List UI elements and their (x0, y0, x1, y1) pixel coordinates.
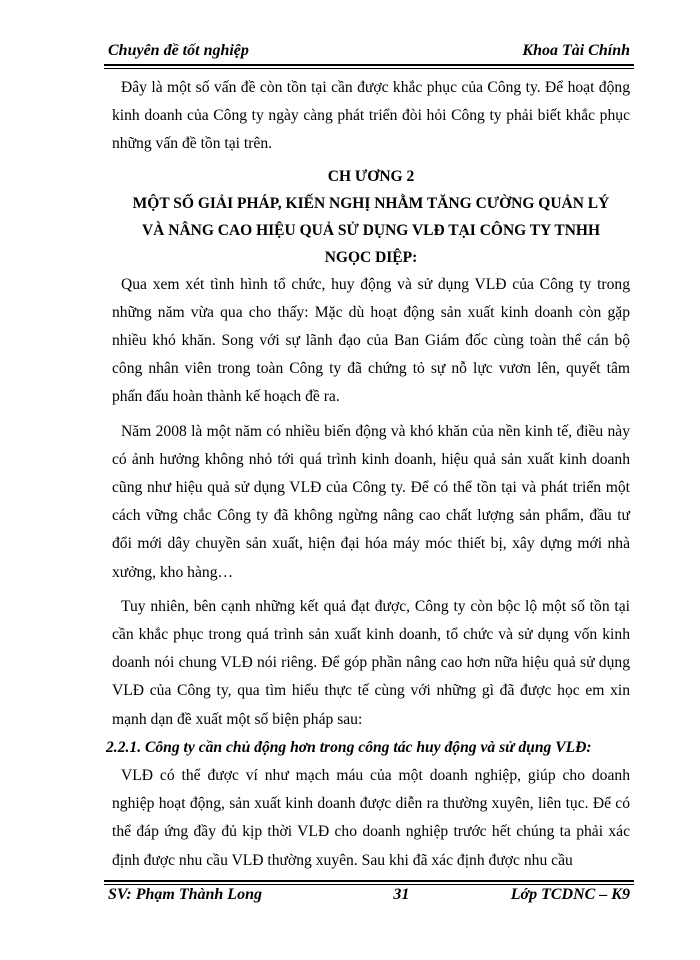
header-rule (104, 64, 634, 69)
chapter-title-line-2: VÀ NÂNG CAO HIỆU QUẢ SỬ DỤNG VLĐ TẠI CÔNG TY TNHH (141, 221, 601, 239)
chapter-label: CH ƯƠNG 2 (327, 167, 415, 185)
intro-paragraph: Đây là một số vấn đề còn tồn tại cần được khắc phục của Công ty. Để hoạt động kinh doanh của Công ty ngày càng phát triển đòi hỏi Công ty phải biết khắc phục những vấn đề tồn tại trên. (112, 79, 630, 153)
chapter-title-line-3: NGỌC DIỆP: (324, 248, 418, 266)
section-paragraph: VLĐ có thể được ví như mạch máu của một doanh nghiệp, giúp cho doanh nghiệp hoạt động, sản xuất kinh doanh được diễn ra thường xuyên, liên tục. Để có thể đáp ứng đầy đủ kịp thời VLĐ cho doanh nghiệp trước hết chúng ta phải xác định được nhu cầu VLĐ thường xuyên. Sau khi đã xác định được nhu cầu (112, 767, 630, 869)
page-footer (108, 886, 630, 904)
header-course-title: Chuyên đề tốt nghiệp (108, 42, 249, 59)
page-header (108, 42, 630, 60)
footer-rule (104, 880, 634, 885)
footer-class: Lớp TCDNC – K9 (510, 886, 630, 903)
header-faculty: Khoa Tài Chính (522, 42, 630, 59)
body-paragraph: Năm 2008 là một năm có nhiều biến động và khó khăn của nền kinh tế, điều này có ảnh hưởng không nhỏ tới quá trình kinh doanh, hiệu quả sản xuất kinh doanh cũng như hiệu quả sử dụng VLĐ của Công ty. Để có thể tồn tại và phát triển một cách vững chắc Công ty đã không ngừng nâng cao chất lượng sản phẩm, đầu tư đổi mới dây chuyền sản xuất, hiện đại hóa máy móc thiết bị, xây dựng mới nhà xưởng, kho hàng… (112, 422, 630, 581)
body-paragraph: Qua xem xét tình hình tổ chức, huy động và sử dụng VLĐ của Công ty trong những năm vừa qua cho thấy: Mặc dù hoạt động sản xuất kinh doanh còn gặp nhiều khó khăn. Song với sự lãnh đạo của Ban Giám đốc cùng toàn thể cán bộ công nhân viên trong toàn Công ty đã chứng tỏ sự nỗ lực vươn lên, quyết tâm phấn đấu hoàn thành kế hoạch đề ra. (112, 275, 630, 406)
section-heading: 2.2.1. Công ty cần chủ động hơn trong công tác huy động và sử dụng VLĐ: (106, 738, 592, 756)
document-body (106, 74, 630, 875)
body-paragraph: Tuy nhiên, bên cạnh những kết quả đạt được, Công ty còn bộc lộ một số tồn tại cần khắc phục trong quá trình sản xuất kinh doanh, tổ chức và sử dụng vốn kinh doanh nói chung VLĐ nói riêng. Để góp phần nâng cao hơn nữa hiệu quả sử dụng VLĐ của Công ty, qua tìm hiểu thực tế cùng với những gì đã được học em xin mạnh dạn đề xuất một số biện pháp sau: (112, 597, 630, 728)
chapter-title-line-1: MỘT SỐ GIẢI PHÁP, KIẾN NGHỊ NHẰM TĂNG CƯỜNG QUẢN LÝ (132, 194, 610, 212)
footer-student-name: SV: Phạm Thành Long (108, 886, 262, 903)
page-number: 31 (393, 886, 410, 903)
